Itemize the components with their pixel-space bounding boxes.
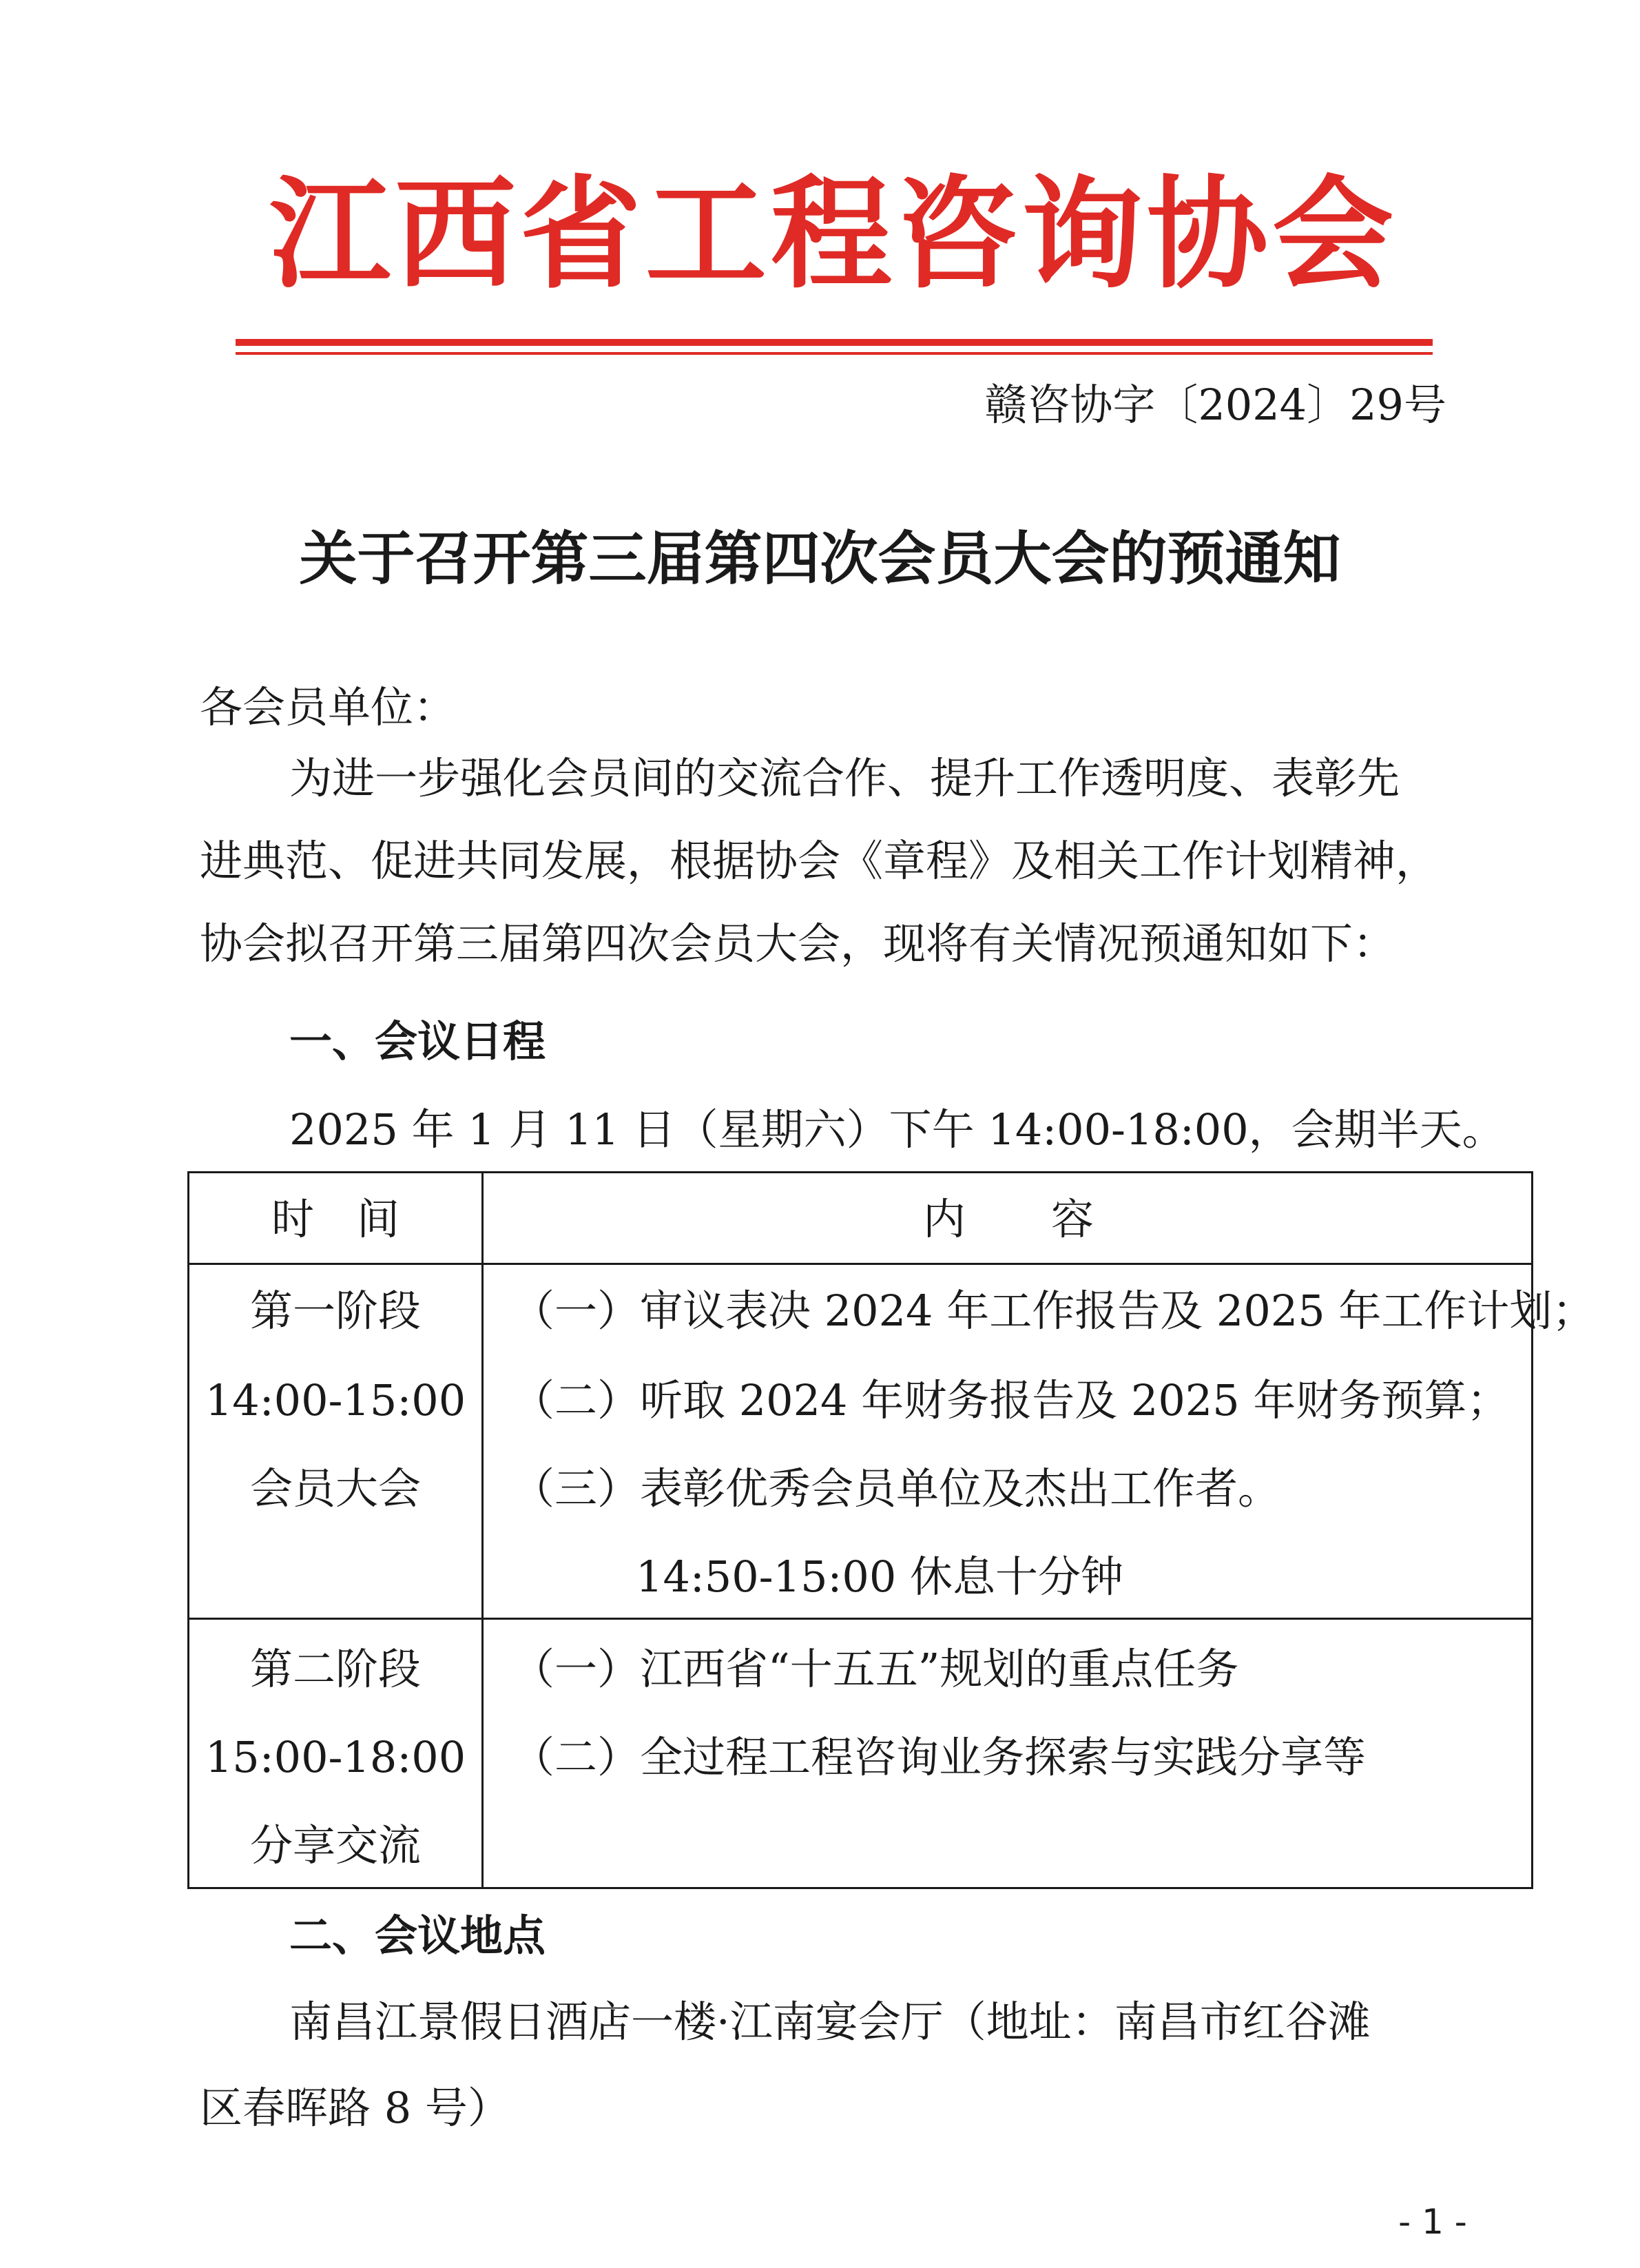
intro-line-1: 为进一步强化会员间的交流合作、提升工作透明度、表彰先 bbox=[289, 753, 1400, 803]
letterhead-divider-thin bbox=[236, 352, 1433, 355]
intro-line-2: 进典范、促进共同发展，根据协会《章程》及相关工作计划精神， bbox=[200, 836, 1439, 886]
intro-line-3: 协会拟召开第三届第四次会员大会，现将有关情况预通知如下： bbox=[200, 918, 1396, 969]
stage-2-item-2: （二）全过程工程咨询业务探索与实践分享等 bbox=[512, 1732, 1367, 1782]
stage-1-name: 第一阶段 bbox=[249, 1286, 421, 1336]
stage-2-name: 第二阶段 bbox=[249, 1644, 421, 1694]
stage-1-item-1: （一）审议表决 2024 年工作报告及 2025 年工作计划； bbox=[512, 1286, 1595, 1336]
document-number: 赣咨协字〔2024〕29号 bbox=[984, 380, 1446, 430]
stage-1-break-note: 14:50-15:00 休息十分钟 bbox=[636, 1551, 1124, 1602]
document-title: 关于召开第三届第四次会员大会的预通知 bbox=[299, 524, 1341, 592]
org-letterhead-title: 江西省工程咨询协会 bbox=[269, 163, 1398, 305]
section-2-heading: 二、会议地点 bbox=[289, 1910, 546, 1961]
stage-2-label: 分享交流 bbox=[249, 1820, 421, 1870]
table-header-time: 时 间 bbox=[271, 1194, 399, 1244]
page-number: - 1 - bbox=[1398, 2202, 1467, 2242]
venue-line-2: 区春晖路 8 号） bbox=[200, 2083, 510, 2133]
section-1-heading: 一、会议日程 bbox=[289, 1016, 546, 1066]
stage-2-time: 15:00-18:00 bbox=[205, 1732, 466, 1782]
stage-1-item-2: （二）听取 2024 年财务报告及 2025 年财务预算； bbox=[512, 1375, 1510, 1425]
stage-1-time: 14:00-15:00 bbox=[205, 1375, 466, 1425]
stage-1-item-3: （三）表彰优秀会员单位及杰出工作者。 bbox=[512, 1463, 1281, 1514]
table-column-divider bbox=[481, 1173, 484, 1887]
table-header-divider bbox=[189, 1263, 1531, 1265]
salutation: 各会员单位： bbox=[200, 682, 457, 732]
stage-1-label: 会员大会 bbox=[249, 1463, 421, 1514]
schedule-table bbox=[187, 1171, 1595, 1889]
letterhead-divider-thick bbox=[236, 339, 1433, 346]
schedule-summary: 2025 年 1 月 11 日（星期六）下午 14:00-18:00，会期半天。 bbox=[289, 1104, 1505, 1155]
stage-2-item-1: （一）江西省“十五五”规划的重点任务 bbox=[512, 1644, 1239, 1694]
table-row-divider bbox=[189, 1618, 1531, 1620]
venue-line-1: 南昌江景假日酒店一楼·江南宴会厅（地址：南昌市红谷滩 bbox=[289, 1997, 1371, 2047]
table-header-content: 内 容 bbox=[922, 1194, 1094, 1244]
